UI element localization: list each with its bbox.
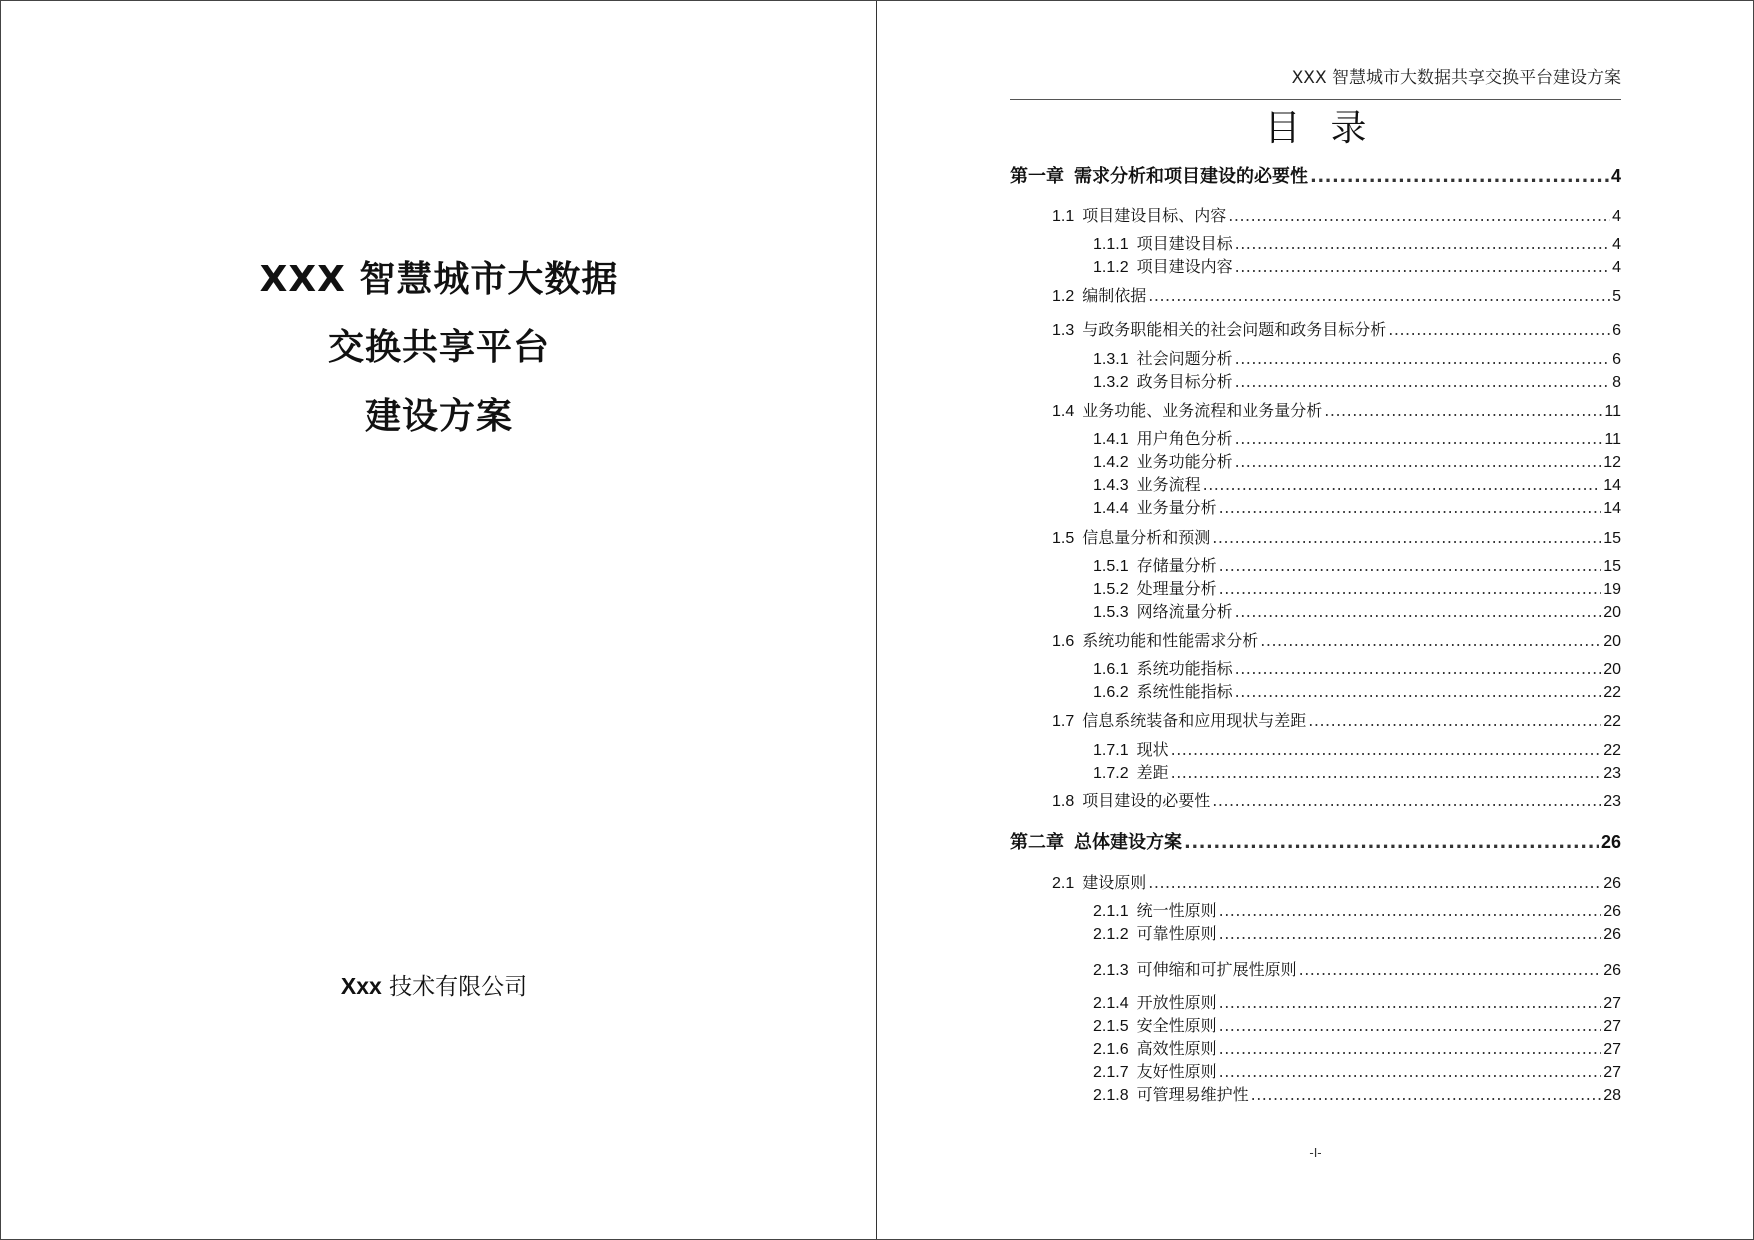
toc-entry-label: 编制依据 xyxy=(1082,286,1147,305)
toc-entry-label: 可靠性原则 xyxy=(1136,924,1217,943)
toc-entry-leader xyxy=(1235,257,1610,277)
toc-entry-1-5-3[interactable] xyxy=(1010,602,1621,623)
toc-entry-1-1[interactable] xyxy=(1010,206,1621,227)
toc-entry-2-1-3[interactable] xyxy=(1010,960,1621,981)
toc-entry-label: 可伸缩和可扩展性原则 xyxy=(1136,960,1297,979)
toc-entry-leader xyxy=(1310,167,1609,187)
toc-entry-number: 2.1 xyxy=(1052,875,1075,892)
toc-entry-1-3-1[interactable] xyxy=(1010,349,1621,370)
toc-entry-label: 项目建设的必要性 xyxy=(1082,791,1211,810)
toc-entry-label: 开放性原则 xyxy=(1136,993,1217,1012)
toc-entry-page: 14 xyxy=(1603,477,1621,494)
toc-entry-2-1-1[interactable] xyxy=(1010,901,1621,922)
toc-entry-number: 1.2 xyxy=(1052,288,1075,305)
toc-entry-leader xyxy=(1235,234,1610,254)
cover-title-line-1: XXX 智慧城市大数据 xyxy=(259,259,619,300)
toc-entry-page: 26 xyxy=(1603,903,1621,920)
toc-entry-page: 20 xyxy=(1603,633,1621,650)
cover-title-line-2: 交换共享平台 xyxy=(327,327,550,368)
toc-entry-label: 系统性能指标 xyxy=(1136,682,1233,701)
toc-entry-number: 1.5.3 xyxy=(1093,604,1129,621)
toc-entry-leader xyxy=(1235,429,1603,449)
toc-entry-label: 信息量分析和预测 xyxy=(1082,528,1211,547)
toc-entry-1-1-1[interactable] xyxy=(1010,234,1621,255)
toc-entry-number: 2.1.7 xyxy=(1093,1064,1129,1081)
toc-entry-leader xyxy=(1235,349,1610,369)
toc-entry-label: 需求分析和项目建设的必要性 xyxy=(1074,166,1308,187)
toc-entry-label: 业务功能分析 xyxy=(1136,452,1233,471)
toc-entry-number: 1.1 xyxy=(1052,208,1075,225)
toc-entry-label: 高效性原则 xyxy=(1136,1039,1217,1058)
toc-entry-label: 与政务职能相关的社会问题和政务目标分析 xyxy=(1082,320,1387,339)
toc-entry-leader xyxy=(1235,372,1610,392)
toc-entry-label: 处理量分析 xyxy=(1136,579,1217,598)
toc-entry-page: 22 xyxy=(1603,713,1621,730)
toc-entry-1-2[interactable] xyxy=(1010,286,1621,307)
toc-entry-2-1-2[interactable] xyxy=(1010,924,1621,945)
toc-entry-page: 23 xyxy=(1603,765,1621,782)
toc-entry-leader xyxy=(1148,873,1601,893)
toc-entry-page: 26 xyxy=(1600,832,1621,852)
toc-entry-1-7-1[interactable] xyxy=(1010,740,1621,761)
toc-entry-page: 20 xyxy=(1603,661,1621,678)
toc-entry-1-8[interactable] xyxy=(1010,791,1621,812)
toc-entry-leader xyxy=(1235,659,1602,679)
toc-entry-2-1-4[interactable] xyxy=(1010,993,1621,1014)
toc-entry-1-5[interactable] xyxy=(1010,528,1621,549)
toc-entry-leader xyxy=(1260,631,1601,651)
toc-entry-label: 网络流量分析 xyxy=(1136,602,1233,621)
toc-entry-number: 1.3 xyxy=(1052,322,1075,339)
toc-entry-label: 项目建设目标、内容 xyxy=(1082,206,1227,225)
toc-entry-leader xyxy=(1171,763,1602,783)
cover-title-line-3: 建设方案 xyxy=(364,396,513,437)
toc-entry-number: 1.6 xyxy=(1052,633,1075,650)
toc-entry-chapter-2[interactable] xyxy=(1010,832,1621,853)
toc-entry-label: 系统功能指标 xyxy=(1136,659,1233,678)
toc-entry-number: 1.1.2 xyxy=(1093,259,1129,276)
toc-entry-number: 1.4.1 xyxy=(1093,431,1129,448)
company-suffix: 技术有限公司 xyxy=(381,974,528,1000)
toc-entry-number: 2.1.3 xyxy=(1093,962,1129,979)
toc-entry-page: 27 xyxy=(1603,1064,1621,1081)
toc-entry-leader xyxy=(1219,924,1602,944)
toc-entry-leader xyxy=(1388,320,1610,340)
toc-entry-page: 4 xyxy=(1612,236,1621,253)
toc-entry-page: 12 xyxy=(1603,454,1621,471)
cover-company xyxy=(1,968,867,1001)
toc-entry-leader xyxy=(1235,682,1602,702)
page-number-footer: -I- xyxy=(1309,1145,1322,1160)
toc-entry-number: 1.4 xyxy=(1052,403,1075,420)
toc-entry-1-3[interactable] xyxy=(1010,320,1621,341)
toc-entry-label: 业务流程 xyxy=(1136,475,1201,494)
toc-entry-page: 27 xyxy=(1603,1041,1621,1058)
toc-entry-number: 1.4.3 xyxy=(1093,477,1129,494)
header-rule xyxy=(1010,99,1621,100)
toc-entry-leader xyxy=(1219,1039,1602,1059)
toc-entry-leader xyxy=(1212,528,1601,548)
toc-entry-leader xyxy=(1219,1062,1602,1082)
toc-entry-leader xyxy=(1171,740,1602,760)
toc-entry-page: 19 xyxy=(1603,581,1621,598)
toc-entry-leader xyxy=(1219,901,1602,921)
toc-entry-1-6-2[interactable] xyxy=(1010,682,1621,703)
toc-entry-leader xyxy=(1184,833,1599,853)
toc-entry-label: 用户角色分析 xyxy=(1136,429,1233,448)
toc-entry-leader xyxy=(1203,475,1602,495)
toc-entry-number: 2.1.5 xyxy=(1093,1018,1129,1035)
toc-entry-leader xyxy=(1235,452,1602,472)
toc-entry-number: 1.6.2 xyxy=(1093,684,1129,701)
toc-entry-1-4-2[interactable] xyxy=(1010,452,1621,473)
toc-entry-leader xyxy=(1299,960,1602,980)
toc-entry-leader xyxy=(1308,711,1601,731)
toc-entry-2-1-8[interactable] xyxy=(1010,1085,1621,1106)
cover-page xyxy=(1,1,877,1239)
toc-entry-leader xyxy=(1324,401,1602,421)
toc-entry-leader xyxy=(1219,498,1602,518)
toc-entry-leader xyxy=(1235,602,1602,622)
toc-entry-page: 26 xyxy=(1603,926,1621,943)
toc-entry-page: 27 xyxy=(1603,1018,1621,1035)
toc-entry-leader xyxy=(1219,556,1602,576)
toc-entry-number: 2.1.4 xyxy=(1093,995,1129,1012)
toc-entry-1-4-4[interactable] xyxy=(1010,498,1621,519)
toc-entry-1-6-1[interactable] xyxy=(1010,659,1621,680)
toc-entry-1-5-2[interactable] xyxy=(1010,579,1621,600)
toc-entry-number: 2.1.8 xyxy=(1093,1087,1129,1104)
toc-entry-page: 23 xyxy=(1603,793,1621,810)
toc-entry-label: 建设原则 xyxy=(1082,873,1147,892)
running-header: XXX 智慧城市大数据共享交换平台建设方案 xyxy=(1291,68,1621,88)
toc-page xyxy=(878,1,1753,1239)
toc-entry-page: 4 xyxy=(1610,166,1621,186)
toc-entry-leader xyxy=(1228,206,1610,226)
toc-entry-label: 友好性原则 xyxy=(1136,1062,1217,1081)
toc-entry-page: 15 xyxy=(1603,530,1621,547)
toc-entry-label: 业务量分析 xyxy=(1136,498,1217,517)
toc-entry-number: 1.5 xyxy=(1052,530,1075,547)
toc-entry-label: 总体建设方案 xyxy=(1074,832,1182,853)
toc-entry-label: 存储量分析 xyxy=(1136,556,1217,575)
toc-entry-label: 项目建设目标 xyxy=(1136,234,1233,253)
toc-entry-page: 26 xyxy=(1603,875,1621,892)
toc-entry-label: 现状 xyxy=(1136,740,1169,759)
toc-entry-page: 11 xyxy=(1604,403,1621,420)
toc-entry-page: 22 xyxy=(1603,742,1621,759)
toc-entry-number: 第一章 xyxy=(1010,166,1064,187)
toc-entry-label: 统一性原则 xyxy=(1136,901,1217,920)
toc-entry-number: 第二章 xyxy=(1010,832,1064,853)
toc-entry-label: 差距 xyxy=(1136,763,1169,782)
toc-entry-page: 22 xyxy=(1603,684,1621,701)
toc-entry-number: 2.1.2 xyxy=(1093,926,1129,943)
toc-entry-chapter-1[interactable] xyxy=(1010,166,1621,187)
toc-entry-page: 27 xyxy=(1603,995,1621,1012)
toc-entry-label: 系统功能和性能需求分析 xyxy=(1082,631,1259,650)
toc-entry-label: 信息系统装备和应用现状与差距 xyxy=(1082,711,1307,730)
toc-entry-number: 2.1.6 xyxy=(1093,1041,1129,1058)
toc-entry-number: 1.3.1 xyxy=(1093,351,1129,368)
toc-entry-page: 15 xyxy=(1603,558,1621,575)
toc-entry-page: 4 xyxy=(1612,208,1621,225)
toc-entry-label: 政务目标分析 xyxy=(1136,372,1233,391)
toc-entry-label: 可管理易维护性 xyxy=(1136,1085,1249,1104)
toc-entry-page: 14 xyxy=(1603,500,1621,517)
toc-entry-1-5-1[interactable] xyxy=(1010,556,1621,577)
toc-entry-label: 项目建设内容 xyxy=(1136,257,1233,276)
toc-entry-2-1-5[interactable] xyxy=(1010,1016,1621,1037)
toc-entry-leader xyxy=(1212,791,1601,811)
toc-entry-leader xyxy=(1251,1085,1602,1105)
toc-entry-page: 8 xyxy=(1612,374,1621,391)
toc-entry-number: 1.8 xyxy=(1052,793,1075,810)
toc-entry-label: 安全性原则 xyxy=(1136,1016,1217,1035)
toc-entry-page: 6 xyxy=(1612,322,1621,339)
toc-entry-label: 社会问题分析 xyxy=(1136,349,1233,368)
toc-entry-number: 1.4.2 xyxy=(1093,454,1129,471)
toc-entry-leader xyxy=(1219,1016,1602,1036)
toc-entry-2-1-6[interactable] xyxy=(1010,1039,1621,1060)
toc-title: 目录 xyxy=(1264,108,1397,149)
toc-entry-number: 1.1.1 xyxy=(1093,236,1129,253)
toc-entry-number: 2.1.1 xyxy=(1093,903,1129,920)
toc-entry-number: 1.3.2 xyxy=(1093,374,1129,391)
toc-entry-1-7-2[interactable] xyxy=(1010,763,1621,784)
toc-entry-1-6[interactable] xyxy=(1010,631,1621,652)
toc-entry-page: 5 xyxy=(1612,288,1621,305)
toc-entry-number: 1.4.4 xyxy=(1093,500,1129,517)
toc-entry-label: 业务功能、业务流程和业务量分析 xyxy=(1082,401,1323,420)
toc-entry-1-1-2[interactable] xyxy=(1010,257,1621,278)
toc-entry-number: 1.7 xyxy=(1052,713,1075,730)
toc-entry-leader xyxy=(1148,286,1610,306)
company-name: Xxx xyxy=(340,973,382,999)
toc-entry-leader xyxy=(1219,993,1602,1013)
toc-entry-1-4-1[interactable] xyxy=(1010,429,1621,450)
toc-entry-2-1[interactable] xyxy=(1010,873,1621,894)
toc-entry-page: 26 xyxy=(1603,962,1621,979)
toc-entry-1-7[interactable] xyxy=(1010,711,1621,732)
toc-entry-1-3-2[interactable] xyxy=(1010,372,1621,393)
toc-entry-page: 4 xyxy=(1612,259,1621,276)
toc-entry-page: 11 xyxy=(1604,431,1621,448)
toc-entry-1-4-3[interactable] xyxy=(1010,475,1621,496)
toc-entry-leader xyxy=(1219,579,1602,599)
toc-entry-1-4[interactable] xyxy=(1010,401,1621,422)
toc-entry-number: 1.7.2 xyxy=(1093,765,1129,782)
toc-entry-2-1-7[interactable] xyxy=(1010,1062,1621,1083)
toc-entry-page: 28 xyxy=(1603,1087,1621,1104)
toc-entry-page: 6 xyxy=(1612,351,1621,368)
toc-entry-page: 20 xyxy=(1603,604,1621,621)
toc-entry-number: 1.5.1 xyxy=(1093,558,1129,575)
toc-entry-number: 1.7.1 xyxy=(1093,742,1129,759)
toc-entry-number: 1.6.1 xyxy=(1093,661,1129,678)
toc-entry-number: 1.5.2 xyxy=(1093,581,1129,598)
